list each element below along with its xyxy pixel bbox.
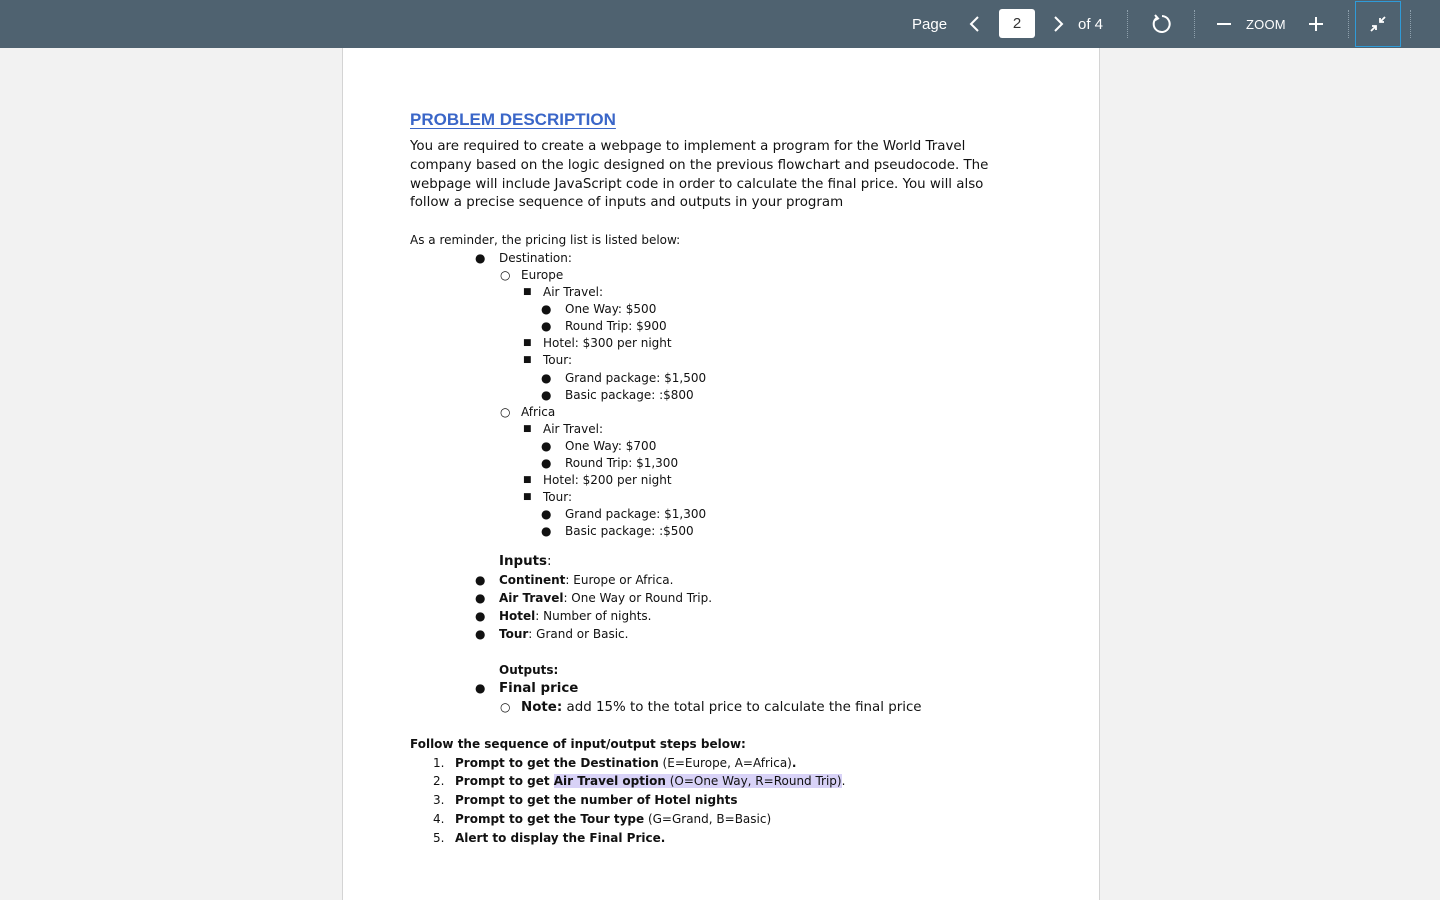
bullet: ● xyxy=(475,573,486,587)
bullet: ● xyxy=(541,524,552,538)
step-text: Prompt to get the Tour type (G=Grand, B=Basic) xyxy=(455,812,772,826)
page-number-input[interactable] xyxy=(999,9,1035,38)
step-number: 5. xyxy=(433,831,445,845)
bullet: ● xyxy=(541,371,552,385)
africa-air-travel: Air Travel: xyxy=(543,422,604,436)
bullet: ■ xyxy=(523,355,532,365)
bullet: ● xyxy=(475,627,486,641)
bullet: ● xyxy=(541,507,552,521)
bullet: ○ xyxy=(500,268,511,282)
bullet: ■ xyxy=(523,287,532,297)
chevron-left-icon xyxy=(968,15,982,33)
bullet: ● xyxy=(475,251,486,265)
final-price-label: Final price xyxy=(499,681,579,696)
step-text: Prompt to get Air Travel option (O=One Way, R=Round Trip). xyxy=(455,774,846,788)
bullet: ■ xyxy=(523,424,532,434)
africa-label: Africa xyxy=(521,405,556,419)
africa-hotel: Hotel: $200 per night xyxy=(543,473,672,487)
africa-basic-package: Basic package: :$500 xyxy=(565,524,694,538)
europe-round-trip: Round Trip: $900 xyxy=(565,319,667,333)
step-number: 2. xyxy=(433,774,445,788)
bullet: ■ xyxy=(523,475,532,485)
africa-round-trip: Round Trip: $1,300 xyxy=(565,456,679,470)
input-item: Continent: Europe or Africa. xyxy=(499,573,674,587)
document-page xyxy=(342,48,1100,900)
highlighted-text: Air Travel option (O=One Way, R=Round Trip) xyxy=(553,774,842,788)
europe-label: Europe xyxy=(521,268,564,282)
zoom-in-button[interactable] xyxy=(1298,0,1334,48)
bullet: ● xyxy=(541,388,552,402)
toolbar-divider xyxy=(1127,10,1128,38)
rotate-icon xyxy=(1151,13,1173,35)
step-number: 3. xyxy=(433,793,445,807)
collapse-button[interactable] xyxy=(1355,1,1401,47)
toolbar-divider xyxy=(1410,10,1411,38)
zoom-out-button[interactable] xyxy=(1206,0,1242,48)
page-label: Page xyxy=(912,15,948,33)
bullet: ■ xyxy=(523,338,532,348)
sequence-heading: Follow the sequence of input/output steps below: xyxy=(410,737,746,751)
africa-grand-package: Grand package: $1,300 xyxy=(565,507,707,521)
bullet: ● xyxy=(541,439,552,453)
europe-tour: Tour: xyxy=(543,353,573,367)
next-page-button[interactable] xyxy=(1044,0,1072,48)
bullet: ● xyxy=(475,609,486,623)
intro-paragraph: You are required to create a webpage to implement a program for the World Travel company based on the logic designed on the previous flowchart and pseudocode. The webpage will include JavaScript code in order to calculate the final price. You will also follow a precise sequence of inputs and outputs in your program xyxy=(410,139,989,211)
prev-page-button[interactable] xyxy=(961,0,989,48)
step-text: Prompt to get the number of Hotel nights xyxy=(455,793,738,807)
toolbar-divider xyxy=(1194,10,1195,38)
zoom-in-icon xyxy=(1308,16,1324,32)
zoom-label: ZOOM xyxy=(1246,16,1286,32)
note-text: Note: add 15% to the total price to calculate the final price xyxy=(521,700,922,715)
input-item: Tour: Grand or Basic. xyxy=(499,627,629,641)
chevron-right-icon xyxy=(1051,15,1065,33)
inputs-colon: : xyxy=(547,554,552,569)
outputs-heading: Outputs: xyxy=(499,663,559,677)
step-number: 1. xyxy=(433,756,445,770)
page-count-label: of 4 xyxy=(1078,15,1104,33)
bullet: ● xyxy=(541,456,552,470)
viewer-toolbar xyxy=(0,0,1440,48)
europe-basic-package: Basic package: :$800 xyxy=(565,388,694,402)
reminder-text: As a reminder, the pricing list is listed below: xyxy=(410,233,681,247)
bullet: ● xyxy=(475,591,486,605)
bullet: ● xyxy=(475,681,486,695)
bullet: ● xyxy=(541,319,552,333)
toolbar-divider xyxy=(1348,10,1349,38)
europe-air-travel: Air Travel: xyxy=(543,285,604,299)
bullet: ○ xyxy=(500,405,511,419)
europe-grand-package: Grand package: $1,500 xyxy=(565,371,707,385)
bullet: ■ xyxy=(523,492,532,502)
step-number: 4. xyxy=(433,812,445,826)
africa-tour: Tour: xyxy=(543,490,573,504)
input-item: Hotel: Number of nights. xyxy=(499,609,652,623)
zoom-out-icon xyxy=(1216,16,1232,32)
inputs-heading xyxy=(499,554,552,569)
inputs-title: Inputs xyxy=(499,554,548,569)
destination-label: Destination: xyxy=(499,251,572,265)
rotate-button[interactable] xyxy=(1144,0,1180,48)
bullet: ○ xyxy=(500,700,511,714)
page-title: PROBLEM DESCRIPTION xyxy=(410,110,616,129)
step-text: Prompt to get the Destination (E=Europe, A=Africa). xyxy=(455,756,797,770)
collapse-icon xyxy=(1369,15,1387,33)
step-text: Alert to display the Final Price. xyxy=(455,831,666,845)
europe-one-way: One Way: $500 xyxy=(565,302,657,316)
input-item: Air Travel: One Way or Round Trip. xyxy=(499,591,713,605)
europe-hotel: Hotel: $300 per night xyxy=(543,336,672,350)
bullet: ● xyxy=(541,302,552,316)
africa-one-way: One Way: $700 xyxy=(565,439,657,453)
